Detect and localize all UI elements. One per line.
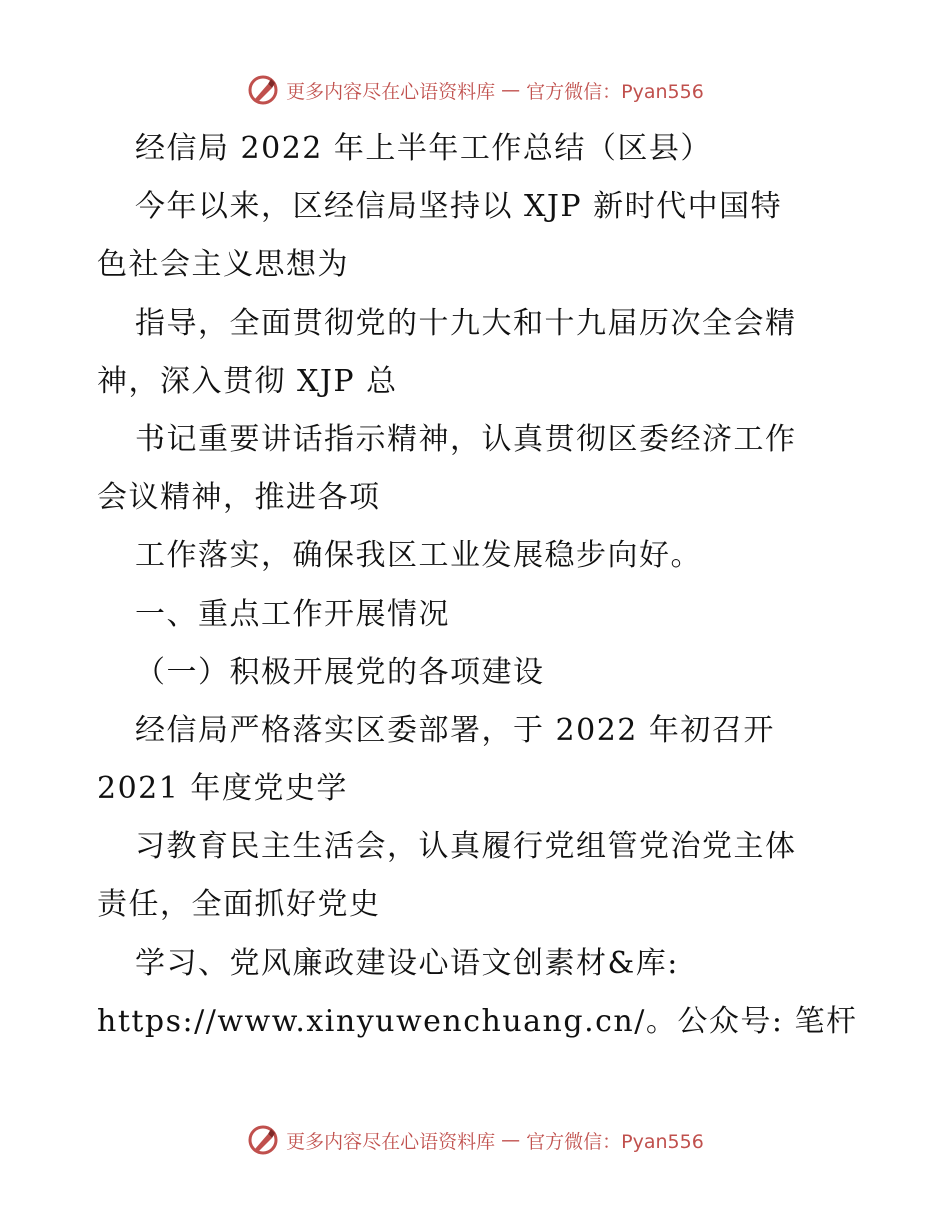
footer-watermark [0, 1118, 950, 1162]
paragraph-line: 指导，全面贯彻党的十九大和十九届历次全会精 [135, 305, 797, 341]
subsection-heading: （一）积极开展党的各项建设 [135, 654, 545, 690]
paragraph-line: https://www.xinyuwenchuang.cn/。公众号: 笔杆 [97, 1003, 858, 1039]
paragraph-line: 色社会主义思想为 [97, 247, 349, 283]
paragraph-line: 工作落实，确保我区工业发展稳步向好。 [135, 538, 702, 574]
paragraph-line: 学习、党风廉政建设心语文创素材&库: [135, 945, 679, 981]
watermark-separator: — [501, 79, 521, 101]
document-body [97, 120, 857, 1051]
pen-logo-icon [246, 1123, 280, 1157]
paragraph-line: 经信局严格落实区委部署，于 2022 年初召开 [135, 712, 775, 748]
watermark-right-text: 官方微信：Pyan556 [526, 80, 704, 103]
document-title: 经信局 2022 年上半年工作总结（区县） [135, 131, 712, 166]
pen-logo-icon [246, 73, 280, 107]
watermark-left-text: 更多内容尽在心语资料库 [286, 80, 496, 103]
paragraph-line: 会议精神，推进各项 [97, 480, 381, 516]
paragraph-line: 习教育民主生活会，认真履行党组管党治党主体 [135, 829, 797, 865]
paragraph-line: 神，深入贯彻 XJP 总 [97, 363, 398, 399]
watermark-right-text: 官方微信：Pyan556 [526, 1130, 704, 1153]
header-watermark [0, 68, 950, 112]
watermark-separator: — [501, 1129, 521, 1151]
paragraph-line: 2021 年度党史学 [97, 771, 348, 807]
watermark-left-text: 更多内容尽在心语资料库 [286, 1130, 496, 1153]
section-heading: 一、重点工作开展情况 [135, 596, 450, 632]
paragraph-line: 责任，全面抓好党史 [97, 887, 381, 923]
paragraph-line: 书记重要讲话指示精神，认真贯彻区委经济工作 [135, 421, 797, 457]
paragraph-line: 今年以来，区经信局坚持以 XJP 新时代中国特 [135, 189, 783, 225]
